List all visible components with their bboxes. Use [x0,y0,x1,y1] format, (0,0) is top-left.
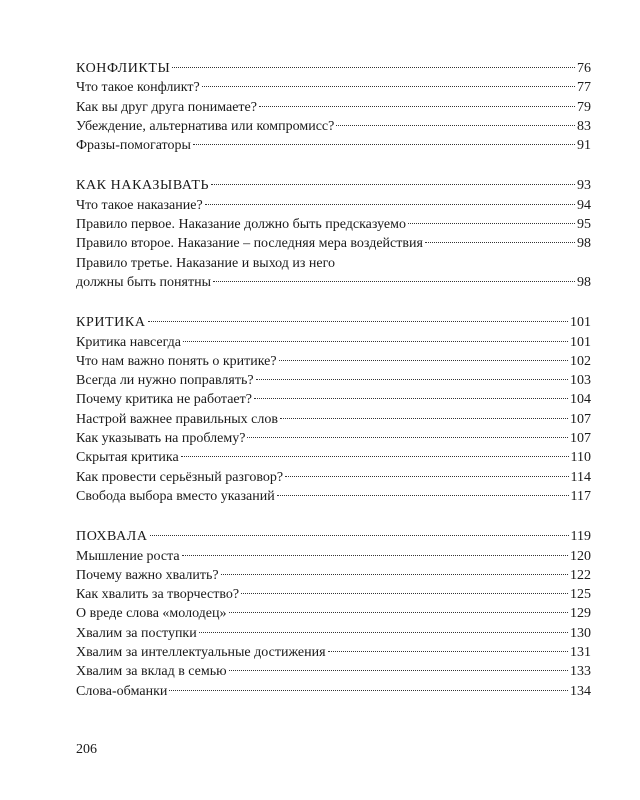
dot-leader [229,670,568,671]
dot-leader [150,535,569,536]
toc-entry [76,624,591,643]
toc-entry [76,371,591,390]
toc-entry-page: 91 [577,138,591,154]
toc-entry-title: Что нам важно понять о критике? [76,353,277,369]
toc-entry-title: Критика навсегда [76,334,181,350]
section-heading-page: 101 [570,315,591,331]
toc-entry-page: 133 [570,664,591,680]
toc-entry-page: 102 [570,353,591,369]
toc-entry-page: 98 [577,274,591,290]
toc-section [76,176,591,292]
toc-entry-page: 134 [570,683,591,699]
toc-entry-title: Хвалим за поступки [76,625,197,641]
toc-entry-page: 103 [570,373,591,389]
toc-entry-title: Хвалим за интеллектуальные достижения [76,645,326,661]
toc-entry-page: 77 [577,80,591,96]
toc-entry-title-line1: Правило третье. Наказание и выход из него [76,255,336,271]
dot-leader [247,437,568,438]
dot-leader [183,341,568,342]
dot-leader [169,690,568,691]
toc-section [76,527,591,701]
toc-entry [76,254,591,293]
section-heading [76,527,591,546]
toc-entry-page: 130 [570,625,591,641]
section-heading-title: КАК НАКАЗЫВАТЬ [76,178,210,194]
toc-section [76,313,591,506]
toc-entry [76,234,591,253]
toc-entry-title: Свобода выбора вместо указаний [76,488,275,504]
dot-leader [336,125,575,126]
toc-entry-title: Хвалим за вклад в семью [76,664,227,680]
toc-entry [76,215,591,234]
toc-entry-page: 98 [577,236,591,252]
section-heading-page: 76 [577,61,591,76]
dot-leader [211,184,575,185]
dot-leader [205,204,575,205]
toc-entry-page: 94 [577,197,591,213]
toc-entry [76,333,591,352]
toc-entry [76,429,591,448]
toc-entry-title: Что такое конфликт? [76,80,200,96]
section-heading-page: 93 [577,178,591,194]
toc-entry-page: 125 [570,587,591,603]
toc-entry-page: 79 [577,99,591,115]
section-heading-title: ПОХВАЛА [76,529,148,545]
dot-leader [328,651,568,652]
toc-entry-title: Правило первое. Наказание должно быть предсказуемо [76,217,406,233]
toc-entry [76,643,591,662]
toc-entry-title: Как вы друг друга понимаете? [76,99,257,115]
toc-entry-page: 104 [570,392,591,408]
section-heading [76,59,591,78]
dot-leader [277,495,569,496]
dot-leader [279,360,568,361]
toc-entry-title: Фразы-помогаторы [76,138,191,154]
dot-leader [181,456,569,457]
toc-entry-page: 107 [570,411,591,427]
toc-entry [76,662,591,681]
toc-entry-title-line2: должны быть понятны [76,274,211,290]
dot-leader [285,476,568,477]
toc-entry-page: 129 [570,606,591,622]
toc-entry [76,547,591,566]
toc-entry-line2 [76,273,591,292]
toc-entry [76,468,591,487]
toc-entry [76,410,591,429]
toc-entry-title: Правило второе. Наказание – последняя мера воздействия [76,236,423,252]
toc-entry [76,196,591,215]
dot-leader [229,612,568,613]
dot-leader [213,281,575,282]
toc-entry-page: 131 [570,645,591,661]
toc-entry [76,117,591,136]
dot-leader [425,242,575,243]
toc-entry-title: О вреде слова «молодец» [76,606,227,622]
toc-entry [76,390,591,409]
toc-entry-title: Скрытая критика [76,450,179,466]
section-heading-title: КРИТИКА [76,315,146,331]
toc-entry [76,682,591,701]
dot-leader [193,144,575,145]
dot-leader [256,379,568,380]
toc-entry-title: Всегда ли нужно поправлять? [76,373,254,389]
dot-leader [259,106,575,107]
dot-leader [408,223,575,224]
dot-leader [199,632,568,633]
toc-entry [76,604,591,623]
dot-leader [221,574,568,575]
toc-entry [76,136,591,155]
toc-entry [76,98,591,117]
toc-entry [76,487,591,506]
page-number: 206 [76,742,97,757]
toc-section [76,59,591,155]
toc-entry-page: 101 [570,334,591,350]
dot-leader [241,593,568,594]
dot-leader [280,418,568,419]
dot-leader [148,321,568,322]
section-heading [76,176,591,195]
toc-entry-title: Мышление роста [76,548,180,564]
dot-leader [254,398,568,399]
toc-entry-title: Настрой важнее правильных слов [76,411,278,427]
dot-leader [182,555,568,556]
toc-entry-title: Почему критика не работает? [76,392,252,408]
toc-entry-title: Что такое наказание? [76,197,203,213]
section-heading [76,313,591,332]
toc-entry-title: Убеждение, альтернатива или компромисс? [76,118,335,134]
toc-entry [76,585,591,604]
toc-entry-page: 110 [570,450,591,466]
toc-entry-page: 107 [570,431,591,447]
dot-leader [202,86,575,87]
toc-entry-page: 120 [570,548,591,564]
toc-entry-page: 95 [577,217,591,233]
toc-entry-title: Слова-обманки [76,683,168,699]
toc-entry-title: Как провести серьёзный разговор? [76,469,284,485]
toc-entry-page: 114 [570,469,591,485]
toc-entry [76,448,591,467]
table-of-contents [76,59,591,722]
toc-entry [76,352,591,371]
toc-entry-title: Как хвалить за творчество? [76,587,240,603]
toc-entry-page: 83 [577,118,591,134]
section-heading-page: 119 [570,529,591,545]
toc-entry-page: 122 [570,567,591,583]
dot-leader [172,67,575,68]
toc-entry-page: 117 [570,488,591,504]
toc-entry [76,78,591,97]
toc-entry-title: Как указывать на проблему? [76,431,246,447]
toc-entry-title: Почему важно хвалить? [76,567,219,583]
toc-entry [76,566,591,585]
section-heading-title: КОНФЛИКТЫ [76,61,171,76]
